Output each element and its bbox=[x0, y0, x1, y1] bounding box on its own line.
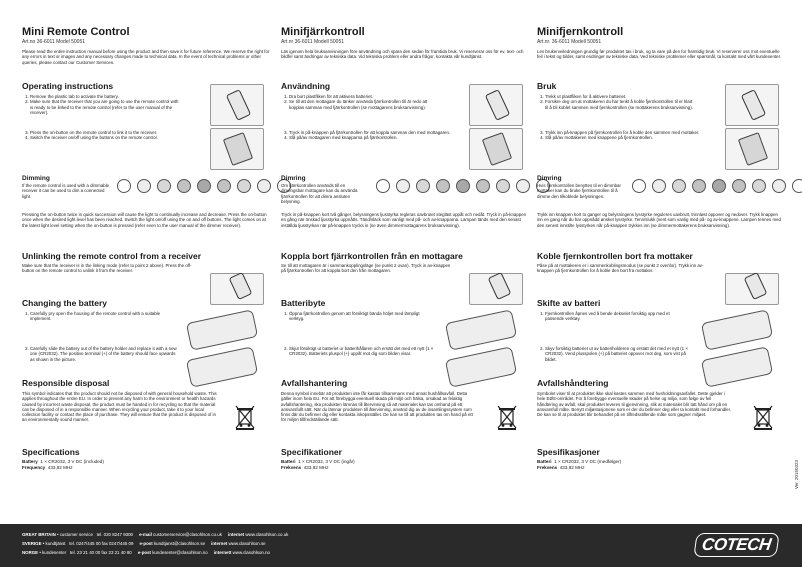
step-item: 1. Dra bort plastfliken för att aktivera batteriet. bbox=[289, 94, 439, 99]
battery-open-illustration bbox=[697, 310, 777, 350]
bulb-icon bbox=[217, 179, 231, 193]
bulb-icon bbox=[496, 179, 510, 193]
weee-bin-icon bbox=[234, 404, 256, 430]
column-1 bbox=[281, 26, 529, 470]
footer-row-no: NORGE • kundesenter tel. 23 21 40 00 fax 23 21 40 80 e-post kundesenter@clasohlson.no internett www.clasohlson.no bbox=[22, 550, 270, 555]
battery-open-illustration bbox=[182, 310, 262, 350]
disposal-heading: Avfallshantering bbox=[281, 378, 348, 388]
operating-heading: Bruk bbox=[537, 81, 557, 91]
bulb-icon bbox=[516, 179, 530, 193]
battery-replace-illustration bbox=[697, 349, 777, 389]
disposal-heading: Avfallshåndtering bbox=[537, 378, 609, 388]
specifications bbox=[537, 459, 785, 471]
unlink-heading: Unlinking the remote control from a receiver bbox=[22, 251, 202, 261]
receiver-icon bbox=[223, 132, 253, 166]
step-item: 1. Remove the plastic tab to activate the battery. bbox=[30, 94, 180, 99]
dimming-bulbs bbox=[632, 179, 802, 193]
battery-holder-icon bbox=[445, 346, 517, 388]
step-item: 1. Carefully pry open the housing of the remote control with a suitable implement. bbox=[30, 311, 170, 322]
battery-holder-icon bbox=[186, 346, 258, 388]
unlink-heading: Koble fjernkontrollen bort fra mottaker bbox=[537, 251, 693, 261]
dimming-bulbs bbox=[117, 179, 291, 193]
remote-housing-icon bbox=[445, 309, 517, 351]
receiver-illustration bbox=[210, 128, 264, 170]
bulb-icon bbox=[772, 179, 786, 193]
intro-text: Les brukerveiledningen grundig før produktet tas i bruk, og ta vare på den for framtidig bruk. Vi reserverer oss mot eventuelle feil i tekst og bilder, samt endringer av tekniske data. Ved tekniske problemer eller spørsmål, ta kontakt med vårt kundesenter. bbox=[537, 49, 782, 60]
dimming-bulbs bbox=[376, 179, 550, 193]
unlink-illustration bbox=[210, 273, 264, 305]
dimming-text: Hvis fjernkontrollen benyttes til en dimmbar mottaker kan du bruke fjernkontrollen til å dimme den tilkoblede belysningen. bbox=[537, 183, 621, 199]
spec-frequency: Frekvens 433,92 MHz bbox=[281, 465, 329, 470]
step-item: 2. Se till att den mottagare du tänker använda fjärrkontrollen till är redo att kopplas samman med fjärrkontrollen (se mottagarens bruksanvisning). bbox=[289, 99, 439, 110]
remote-icon bbox=[229, 272, 253, 300]
step-item: 3. Press the on-button on the remote control to link it to the receiver. bbox=[30, 130, 195, 135]
bulb-icon bbox=[652, 179, 666, 193]
spec-frequency: Frequency 433,92 MHz bbox=[22, 465, 73, 470]
remote-icon bbox=[741, 89, 766, 121]
footer-row-gb: GREAT BRITAIN • customer service tel. 020 8247 9300 e-mail customerservice@clasohlson.co.uk internet www.clasohlson.co.uk bbox=[22, 532, 289, 537]
operating-heading: Operating instructions bbox=[22, 81, 114, 91]
dimming-paragraph: Tryck in på-knappen kort två gånger, belysningens ljusstyrka regleras oavbrutet stegläst uppåt och nedåt. Tryck in på-knappen en gång när önskad ljusstyrka uppnåtts. Tänd/släck som vanligt med på- och av-knapparna. Lampan tänds med den senast inställda ljusstyrkan när på-knappen trycks in (se även dimmermottagarens bruksanvisning). bbox=[281, 212, 527, 228]
spec-battery: Battery 1 × CR2032, 3 V DC (included) bbox=[22, 459, 104, 464]
specifications-heading: Specifications bbox=[22, 447, 80, 457]
bulb-icon bbox=[456, 179, 470, 193]
bulb-icon bbox=[197, 179, 211, 193]
step-item: 3. Tryck in på-knappen på fjärrkontrollen för att koppla samman den med mottagaren. bbox=[289, 130, 454, 135]
battery-holder-icon bbox=[701, 346, 773, 388]
unlink-text: Make sure that the receiver is in the linking mode (refer to point 2 above). Press the off-button on the remote control to unlink it from the receiver. bbox=[22, 263, 192, 274]
specifications-heading: Spesifikasjoner bbox=[537, 447, 600, 457]
dimming-heading: Dimring bbox=[537, 175, 562, 182]
step-item: 2. Make sure that the receiver that you are going to use the remote control with is ready to be linked to the remote control (refer to the user manual of the receiver). bbox=[30, 99, 180, 115]
column-0 bbox=[22, 26, 270, 470]
receiver-icon bbox=[482, 132, 512, 166]
remote-illustration bbox=[725, 84, 779, 126]
cotech-logo: COTECH bbox=[694, 533, 780, 557]
bulb-icon bbox=[416, 179, 430, 193]
step-item: 2. Forsikre deg om at mottakeren du har tenkt å koble fjernkontrollen til er klart til å bli koblet sammen med fjernkontrollen (se mottakerens bruksanvisning). bbox=[545, 99, 695, 110]
specifications bbox=[22, 459, 270, 471]
unlink-text: Se till att mottagaren är i sammankopplingsläge (se punkt 2 ovan). Tryck in av-knappen på fjärrkontrollen för att koppla bort den från mottagaren. bbox=[281, 263, 451, 274]
disposal-heading: Responsible disposal bbox=[22, 378, 110, 388]
step-item: 2. Skyv forsiktig batteriet ut av batteriholderen og erstatt det med et nytt (1 × CR2032). Vend plusspolen (+) på batteriet oppover mot deg, som vist på bildet. bbox=[545, 346, 695, 362]
unlink-illustration bbox=[725, 273, 779, 305]
spec-battery: Batteri 1 × CR2032, 3 V DC (medfølger) bbox=[537, 459, 622, 464]
remote-housing-icon bbox=[701, 309, 773, 351]
footer bbox=[0, 524, 802, 567]
step-item: 1. Fjernkontrollen åpnes ved å bende dekselet forsiktig opp med et passende verktøy. bbox=[545, 311, 685, 322]
intro-text: Läs igenom hela bruksanvisningen före användning och spara den sedan för framtida bruk. Vi reserverar oss för ev. text- och bildfel samt ändringar av tekniska data. Vid tekniska problem eller andra frågor, kontakta vår kundtjänst. bbox=[281, 49, 524, 60]
dimming-paragraph: Pressing the on-button twice in quick succession will cause the light to continually increase and decrease. Press the on-button once when the desired light level has been reached. Switch the light on/off using the on and off buttons. The light comes on at the latest light level setting when the on-button is pressed (refer even to the user manual of the dimmer receiver). bbox=[22, 212, 267, 228]
unlink-illustration bbox=[469, 273, 523, 305]
weee-bin-icon bbox=[496, 404, 518, 430]
spec-frequency: Frekvens 433,92 MHz bbox=[537, 465, 585, 470]
bulb-icon bbox=[436, 179, 450, 193]
remote-illustration bbox=[469, 84, 523, 126]
remote-illustration bbox=[210, 84, 264, 126]
battery-heading: Changing the battery bbox=[22, 298, 108, 308]
specifications bbox=[281, 459, 529, 471]
receiver-icon bbox=[738, 132, 768, 166]
bulb-icon bbox=[237, 179, 251, 193]
dimming-paragraph: Trykk inn knappen kort to ganger og belysningens lysstyrke reguleres uavbrutt, trinnløst oppover og nedover. Trykk knappen inn en gang når du har oppnådd ønsket lysstyrke. Tenn/slukk (vent som vanlig med på- og av-knappene. Lampen tennes med den senest innstilte lysstyrken når på-knappen trykkes inn (se dimmermottakerens bruksanvisning). bbox=[537, 212, 781, 228]
bulb-icon bbox=[732, 179, 746, 193]
intro-text: Please read the entire instruction manual before using the product and then save it for future reference. We reserve the right for any errors in text or images and any necessary changes made to technical data. In the event of technical problems or other queries, please contact our Customer Services. bbox=[22, 49, 270, 65]
bulb-icon bbox=[117, 179, 131, 193]
specifications-heading: Specifikationer bbox=[281, 447, 342, 457]
step-item: 1. Trekk ut plastfliken for å aktivere batteriet. bbox=[545, 94, 695, 99]
battery-heading: Batteribyte bbox=[281, 298, 326, 308]
bulb-icon bbox=[396, 179, 410, 193]
step-item: 4. Switch the receiver on/off using the buttons on the remote control. bbox=[30, 135, 195, 140]
bulb-icon bbox=[672, 179, 686, 193]
art-number: Art.no 36-6011 Model 50051 bbox=[22, 39, 86, 45]
bulb-icon bbox=[712, 179, 726, 193]
page-title: Minifjernkontroll bbox=[537, 26, 624, 38]
bulb-icon bbox=[476, 179, 490, 193]
bulb-icon bbox=[257, 179, 271, 193]
art-number: Art.nr. 36-6011 Modell 50051 bbox=[537, 39, 602, 45]
disposal-text: This symbol indicates that the product should not be disposed of with general household waste. This applies throughout the entire EU. In order to prevent any harm to the environment or health hazards caused by incorrect waste disposal, the product must be handed in for recycling so that the material can be disposed of in a responsible manner. When recycling your product, take it to your local collection facility or contact the place of purchase. They will ensure that the product is disposed of in an environmentally sound manner. bbox=[22, 391, 217, 423]
battery-open-illustration bbox=[441, 310, 521, 350]
battery-heading: Skifte av batteri bbox=[537, 298, 601, 308]
art-number: Art.nr 36-6011 Modell 50051 bbox=[281, 39, 345, 45]
bulb-icon bbox=[137, 179, 151, 193]
unlink-text: Påse på at mottakeren er i sammenkoblingsmodus (se punkt 2 ovenfor). Trykk inn av-knappen på fjernkontrollen for å koble den bort fra mottaker. bbox=[537, 263, 704, 274]
operating-heading: Användning bbox=[281, 81, 331, 91]
remote-icon bbox=[485, 89, 510, 121]
battery-replace-illustration bbox=[182, 349, 262, 389]
dimming-text: If the remote control is used with a dimmable receiver it can be used to dim a connected light. bbox=[22, 183, 110, 199]
version-label: Ver. 20150323 bbox=[794, 460, 799, 490]
receiver-illustration bbox=[725, 128, 779, 170]
bulb-icon bbox=[177, 179, 191, 193]
page-title: Minifjärrkontroll bbox=[281, 26, 365, 38]
step-item: 2. Carefully slide the battery out of the battery holder and replace it with a new one (CR2032). The positive terminal (+) of the battery should face upwards as shown in the picture. bbox=[30, 346, 180, 362]
dimming-text: Om fjärrkontrollen används till en dimringsbar mottagare kan du använda fjärrkontrollen för att dimra ansluten belysning. bbox=[281, 183, 358, 204]
remote-icon bbox=[488, 272, 512, 300]
step-item: 3. Trykk inn på-knappen på fjernkontrollen for å koble den sammen med mottaker. bbox=[545, 130, 710, 135]
page-title: Mini Remote Control bbox=[22, 26, 130, 38]
remote-icon bbox=[744, 272, 768, 300]
disposal-text: Denna symbol innebär att produkten inte får kastas tillsammans med annat hushållsavfall. Detta gäller inom hela EU. För att förebygga eventuell skada på miljö och hälsa, orsakad av felaktig avfallshantering, ska produkten lämnas till återvinning så att materialet kan tas omhand på ett ansvarsfullt sätt. När du lämnar produkten till återvinning, använd dig av de insamlingssystem som finns där du befinner dig eller kontakta inköpsstället. De kan se till att produkten tas om hand på ett för miljön tillfredställande sätt. bbox=[281, 391, 473, 423]
battery-replace-illustration bbox=[441, 349, 521, 389]
spec-battery: Batteri 1 × CR2032, 3 V DC (ingår) bbox=[281, 459, 355, 464]
disposal-text: Symbolet viser til at produktet ikke skal kastes sammen med husholdningsavfallet. Dette gjelder i hele EØS-området. For å forebygge eventuelle skader på helse og miljø, som følge av feil håndtering av avfall, skal produktet leveres til gjenvinning, slik at materialet blir tatt hånd om på en ansvarsfull måte. Benytt miljøstasjonene som er der du befinner deg eller ta kontakt med forhandler. De kan se til at produktet blir behandlet på en tilfredsstillende måte som gagner miljøet. bbox=[537, 391, 732, 418]
step-item: 2. Skjut försiktigt ut batteriet ur batterihållaren och ersätt det med ett nytt (1 × CR2032). Batteriets pluspol (+) uppåt mot dig som bilden visar. bbox=[289, 346, 439, 357]
step-item: 4. Slå på/av mottakeren med knappene på fjernkontrollen. bbox=[545, 135, 710, 140]
unlink-heading: Koppla bort fjärrkontrollen från en mottagare bbox=[281, 251, 463, 261]
dimming-heading: Dimming bbox=[22, 175, 50, 182]
footer-row-se: SVERIGE • kundtjänst tel. 0247/445 00 fax 0247/445 09 e-post kundtjanst@clasohlson.se internet www.clasohlson.se bbox=[22, 541, 266, 546]
bulb-icon bbox=[692, 179, 706, 193]
bulb-icon bbox=[632, 179, 646, 193]
bulb-icon bbox=[752, 179, 766, 193]
weee-bin-icon bbox=[752, 404, 774, 430]
remote-housing-icon bbox=[186, 309, 258, 351]
step-item: 1. Öppna fjärrkontrollen genom att försiktigt bända höljet med lämpligt verktyg. bbox=[289, 311, 429, 322]
bulb-icon bbox=[792, 179, 802, 193]
receiver-illustration bbox=[469, 128, 523, 170]
dimming-heading: Dimring bbox=[281, 175, 306, 182]
step-item: 4. Slå på/av mottagaren med knapparna på fjärrkontrollen. bbox=[289, 135, 454, 140]
bulb-icon bbox=[157, 179, 171, 193]
remote-icon bbox=[226, 89, 251, 121]
bulb-icon bbox=[376, 179, 390, 193]
column-2 bbox=[537, 26, 785, 470]
